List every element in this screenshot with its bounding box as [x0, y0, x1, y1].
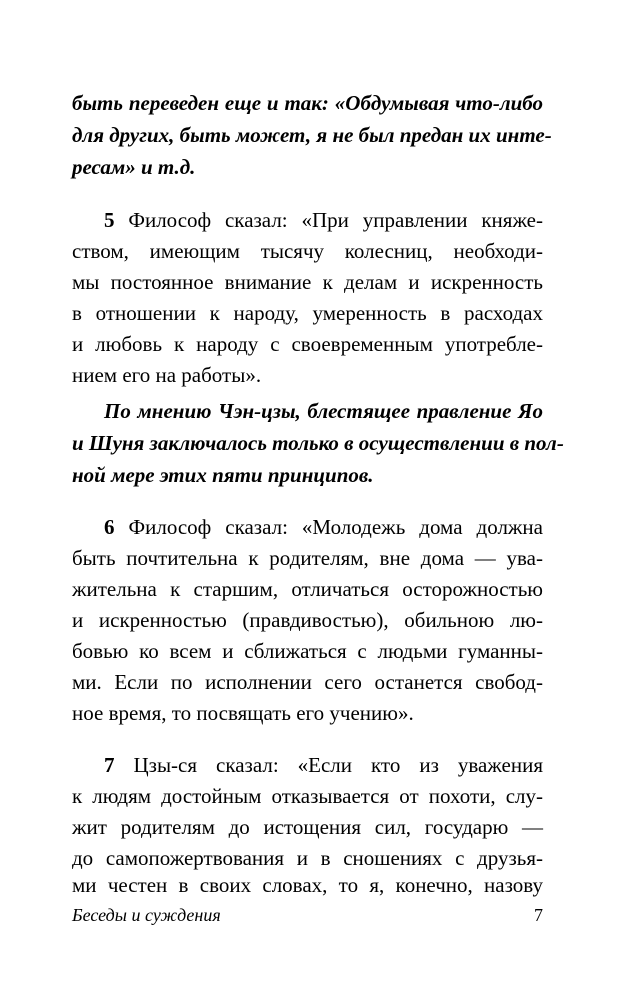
section5-comment-line: и Шуня заключалось только в осуществлении в пол- [72, 431, 564, 455]
section6-line: и искренностью (правдивостью), обильною лю- [72, 608, 543, 632]
section6-line: ное время, то посвящать его учению». [72, 701, 414, 725]
section7-first-line [104, 752, 543, 778]
section7-line: к людям достойным отказывается от похоти, слу- [72, 784, 543, 808]
intro-line: ресам» и т.д. [72, 155, 196, 179]
section5-text: Философ сказал: «При управлении княже- [114, 208, 543, 232]
page-number: 7 [534, 905, 543, 925]
section6-line: жительна к старшим, отличаться осторожностью [72, 577, 543, 601]
intro-line: для других, быть может, я не был предан их инте- [72, 123, 552, 147]
section6-number: 6 [104, 515, 115, 539]
section5-comment-line: По мнению Чэн-цзы, блестящее правление Яо [104, 399, 543, 423]
section6-line: быть почтительна к родителям, вне дома — ува- [72, 546, 543, 570]
section5-line: мы постоянное внимание к делам и искренность [72, 270, 543, 294]
section5-line: ством, имеющим тысячу колесниц, необходи- [72, 239, 543, 263]
section7-line: до самопожертвования и в сношениях с друзья- [72, 846, 543, 870]
section5-number: 5 [104, 208, 115, 232]
section6-line: бовью ко всем и сближаться с людьми гуманны- [72, 639, 543, 663]
section7-text: Цзы-ся сказал: «Если кто из уважения [114, 753, 543, 777]
section5-line: нием его на работы». [72, 363, 262, 387]
section6-text: Философ сказал: «Молодежь дома должна [114, 515, 543, 539]
section6-line: ми. Если по исполнении сего останется свобод- [72, 670, 543, 694]
section7-line: ми честен в своих словах, то я, конечно, назову [72, 873, 543, 897]
section5-line: в отношении к народу, умеренность в расходах [72, 301, 543, 325]
section6-first-line [104, 514, 543, 540]
running-footer-title: Беседы и суждения [72, 905, 221, 925]
intro-line: быть переведен еще и так: «Обдумывая что-либо [72, 91, 543, 115]
section5-line: и любовь к народу с своевременным употребле- [72, 332, 543, 356]
section7-number: 7 [104, 753, 115, 777]
section5-comment-line: ной мере этих пяти принципов. [72, 463, 374, 487]
section7-line: жит родителям до истощения сил, государю — [72, 815, 543, 839]
section5-first-line [104, 207, 543, 233]
